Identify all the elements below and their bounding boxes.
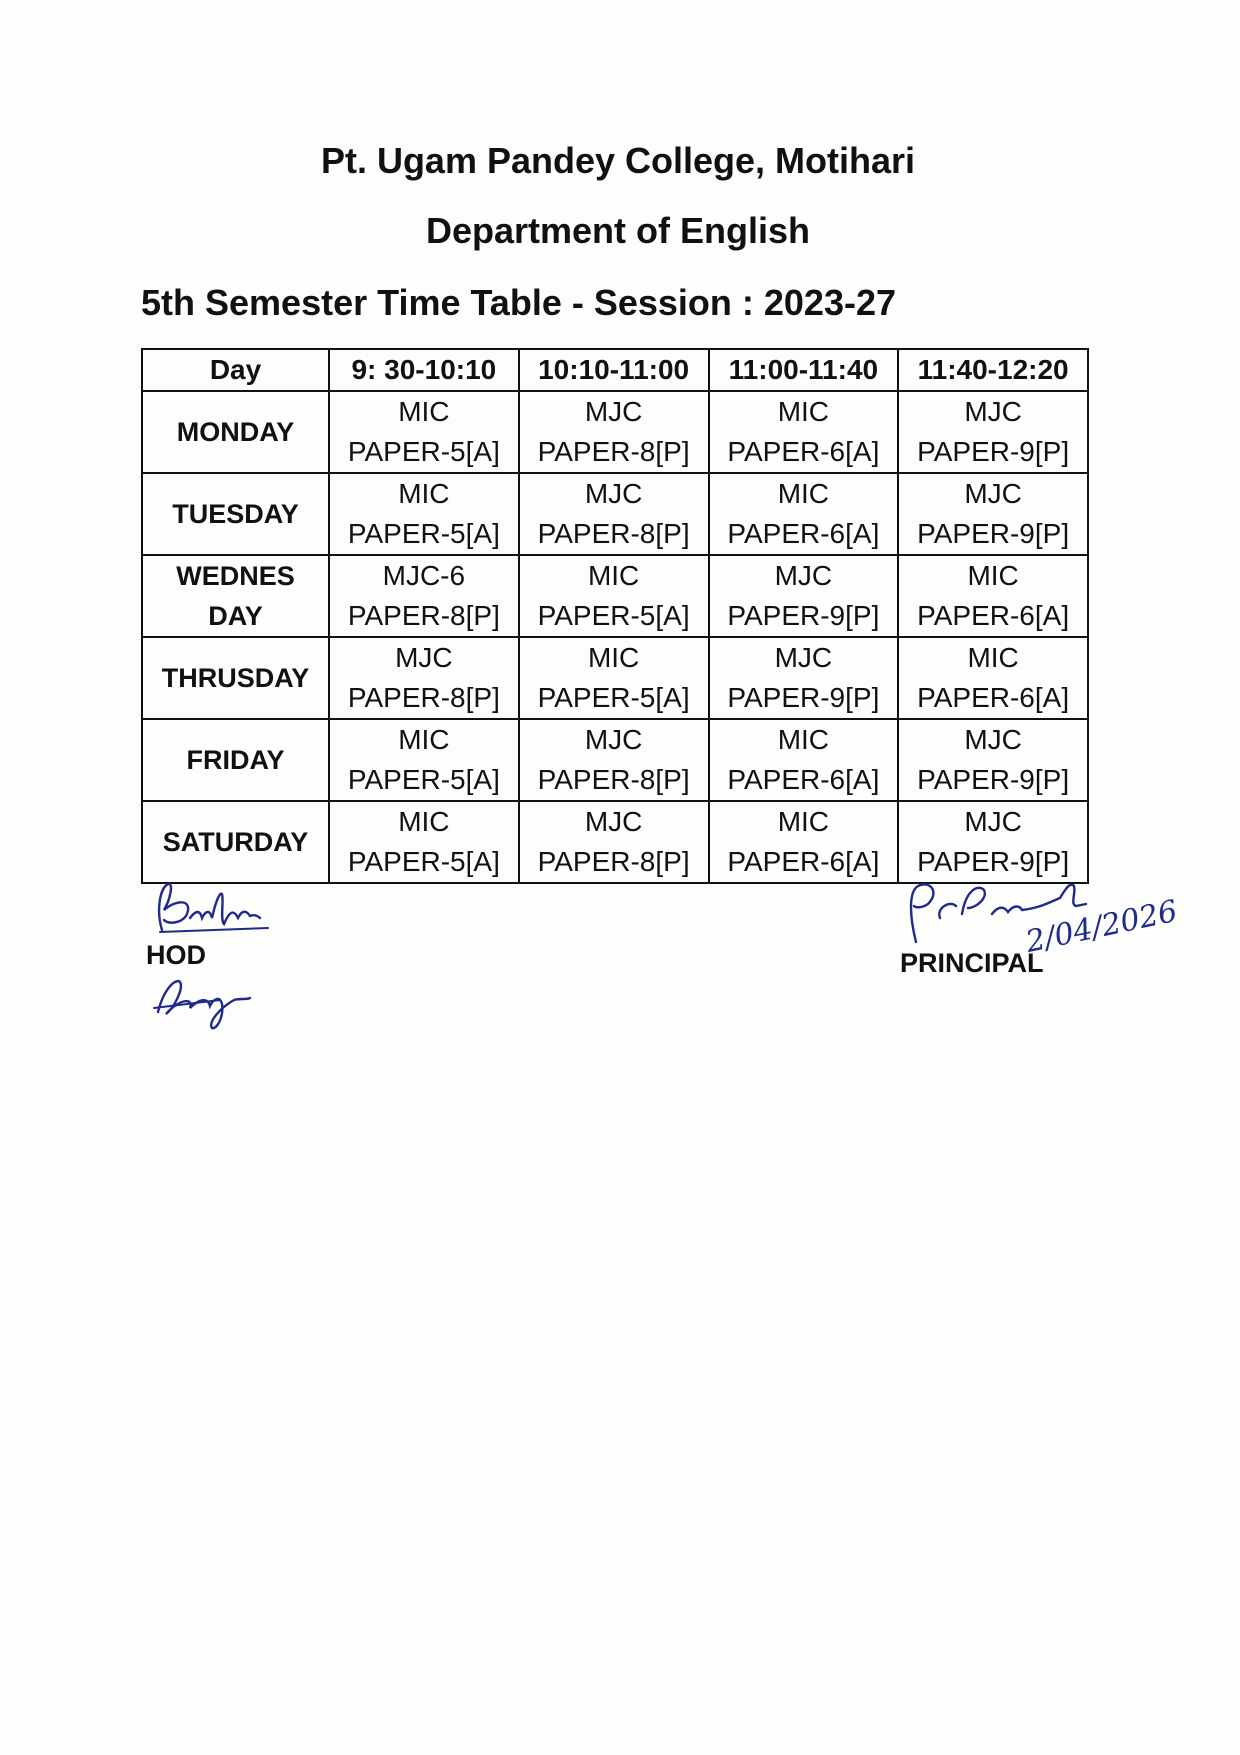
department-name: Department of English: [425, 210, 811, 251]
paper-code: PAPER-9[P]: [917, 846, 1070, 877]
column-header: 10:10-11:00: [519, 349, 709, 391]
period-cell: [898, 719, 1088, 801]
timetable: [141, 348, 1089, 884]
paper-code: PAPER-8[P]: [537, 518, 690, 549]
period-cell: [709, 473, 899, 555]
column-header: 11:00-11:40: [709, 349, 899, 391]
course-code: MIC: [777, 478, 830, 509]
period-cell: [329, 555, 519, 637]
course-code: MJC: [964, 396, 1022, 427]
paper-code: PAPER-6[A]: [917, 682, 1070, 713]
period-cell: [519, 637, 709, 719]
table-header-row: [142, 349, 1088, 391]
day-cell: [142, 391, 329, 473]
hod-label: HOD: [146, 940, 206, 970]
principal-label: PRINCIPAL: [900, 948, 1044, 978]
course-code: MIC: [398, 396, 450, 427]
course-code: MIC: [967, 560, 1019, 591]
course-code: MIC: [777, 806, 830, 837]
course-code: MJC: [584, 396, 643, 427]
table-row: [142, 637, 1088, 719]
paper-code: PAPER-9[P]: [917, 436, 1070, 467]
day-label: DAY: [208, 601, 263, 631]
column-header: 9: 30-10:10: [329, 349, 519, 391]
course-code: MJC-6: [382, 560, 466, 591]
paper-code: PAPER-6[A]: [727, 436, 880, 467]
course-code: MIC: [967, 642, 1019, 673]
table-row: [142, 555, 1088, 637]
paper-code: PAPER-9[P]: [917, 764, 1070, 795]
course-code: MJC: [774, 642, 833, 673]
paper-code: PAPER-8[P]: [537, 764, 690, 795]
period-cell: [709, 391, 899, 473]
table-row: [142, 391, 1088, 473]
principal-date: 2/04/2026: [1022, 893, 1181, 960]
period-cell: [329, 473, 519, 555]
timetable-subtitle: 5th Semester Time Table - Session : 2023-27: [141, 282, 896, 323]
paper-code: PAPER-6[A]: [727, 764, 880, 795]
period-cell: [519, 801, 709, 883]
day-label: SATURDAY: [162, 827, 309, 857]
period-cell: [519, 555, 709, 637]
period-cell: [709, 637, 899, 719]
course-code: MJC: [584, 478, 643, 509]
period-cell: [519, 473, 709, 555]
course-code: MJC: [964, 724, 1022, 755]
paper-code: PAPER-5[A]: [347, 436, 500, 467]
period-cell: [709, 801, 899, 883]
period-cell: [898, 801, 1088, 883]
course-code: MJC: [964, 478, 1022, 509]
paper-code: PAPER-8[P]: [537, 436, 690, 467]
paper-code: PAPER-5[A]: [347, 764, 500, 795]
day-label: MONDAY: [176, 417, 295, 447]
paper-code: PAPER-6[A]: [727, 846, 880, 877]
column-header: 11:40-12:20: [898, 349, 1088, 391]
course-code: MIC: [398, 806, 450, 837]
paper-code: PAPER-8[P]: [347, 600, 500, 631]
period-cell: [519, 719, 709, 801]
paper-code: PAPER-9[P]: [917, 518, 1070, 549]
course-code: MJC: [395, 642, 453, 673]
paper-code: PAPER-5[A]: [347, 846, 500, 877]
college-name: Pt. Ugam Pandey College, Motihari: [320, 140, 916, 181]
day-label: WEDNES: [176, 561, 295, 591]
period-cell: [329, 801, 519, 883]
period-cell: [329, 637, 519, 719]
day-cell: [142, 719, 329, 801]
table-row: [142, 801, 1088, 883]
table-row: [142, 719, 1088, 801]
period-cell: [709, 555, 899, 637]
paper-code: PAPER-8[P]: [537, 846, 690, 877]
day-label: FRIDAY: [186, 745, 285, 775]
paper-code: PAPER-5[A]: [347, 518, 500, 549]
paper-code: PAPER-6[A]: [727, 518, 880, 549]
day-label: THRUSDAY: [161, 663, 310, 693]
period-cell: [709, 719, 899, 801]
hod-initials-signature: [150, 968, 260, 1032]
period-cell: [898, 637, 1088, 719]
course-code: MIC: [398, 478, 450, 509]
paper-code: PAPER-9[P]: [727, 682, 880, 713]
period-cell: [898, 473, 1088, 555]
paper-code: PAPER-9[P]: [727, 600, 880, 631]
course-code: MIC: [777, 724, 830, 755]
column-header: Day: [142, 349, 329, 391]
course-code: MJC: [584, 806, 643, 837]
course-code: MJC: [964, 806, 1022, 837]
day-cell: [142, 637, 329, 719]
period-cell: [329, 719, 519, 801]
course-code: MIC: [777, 396, 830, 427]
period-cell: [329, 391, 519, 473]
day-label: TUESDAY: [172, 499, 299, 529]
paper-code: PAPER-5[A]: [537, 600, 690, 631]
period-cell: [519, 391, 709, 473]
day-cell: [142, 555, 329, 637]
course-code: MIC: [398, 724, 450, 755]
paper-code: PAPER-5[A]: [537, 682, 690, 713]
paper-code: PAPER-8[P]: [347, 682, 500, 713]
period-cell: [898, 391, 1088, 473]
period-cell: [898, 555, 1088, 637]
course-code: MJC: [774, 560, 833, 591]
table-row: [142, 473, 1088, 555]
paper-code: PAPER-6[A]: [917, 600, 1070, 631]
day-cell: [142, 473, 329, 555]
hod-signature: [150, 880, 280, 942]
course-code: MIC: [587, 560, 640, 591]
course-code: MJC: [584, 724, 643, 755]
course-code: MIC: [587, 642, 640, 673]
day-cell: [142, 801, 329, 883]
